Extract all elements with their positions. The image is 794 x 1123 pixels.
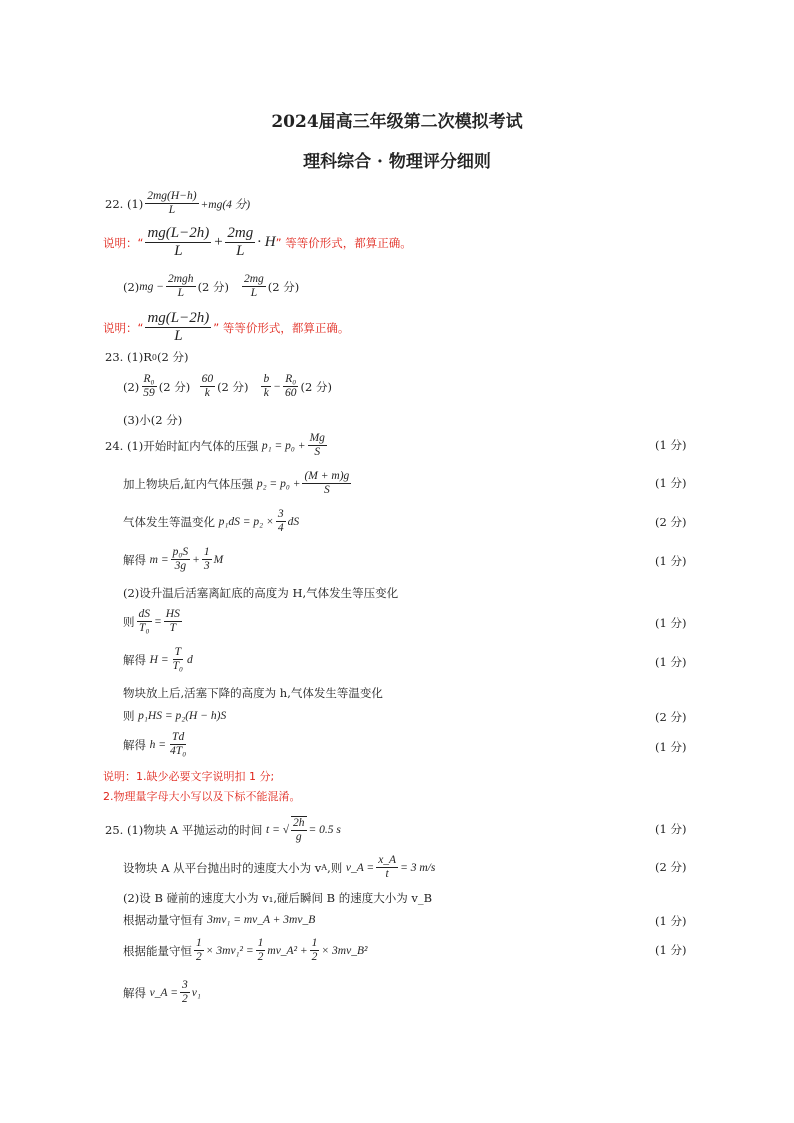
part-text: (3)小(2 分) [123,413,183,427]
score: (2 分) [655,710,687,724]
q25-line4 [123,912,315,928]
score: (1 分) [655,655,687,669]
line-text: (1)物块 A 平抛运动的时间 [126,823,263,838]
fraction: $\frac{mg(L-2h)}{L}$ [147,225,210,260]
page-title: 2024届高三年级第二次模拟考试 [271,112,523,132]
fraction: $\frac{Td}{\text{4T₀}}$ [170,731,187,758]
line-text: 根据动量守恒有 [123,913,204,927]
line-text: 解得 [123,552,146,567]
part-label: (2) [123,379,140,394]
page-subtitle: 理科综合 · 物理评分细则 [303,152,491,172]
fraction: $\frac{b}{k}$ [263,373,270,400]
q25-line1 [105,816,341,844]
q25-line3 [123,890,432,906]
fraction: $\frac{1}{2}$ [196,937,202,964]
formula-text: p₂ = p₀ + [256,477,301,490]
note-prefix: 说明：“ [103,235,144,250]
fraction: $\frac{(M + m)g}{S}$ [304,470,350,497]
q25-line2 [123,854,435,881]
line-text: (2)设升温后活塞离缸底的高度为 H,气体发生等压变化 [123,586,399,600]
fraction: $\frac{2mg}{L}$ [243,273,264,300]
score: (2 分) [157,350,189,364]
q24-line9 [123,708,226,724]
fraction: $\frac{x\_A}{t}$ [378,854,397,881]
fraction: $\frac{HS}{T}$ [165,608,180,635]
formula-text: · H [257,234,276,251]
score: (2 分) [197,279,230,294]
q23-part3 [123,412,182,428]
fraction: $\frac{2h}{g}$ [293,817,305,844]
fraction: $\frac{T}{\text{T₀}}$ [172,646,184,673]
question-number: 24. [105,438,124,453]
line-text: 设物块 A 从平台抛出时的速度大小为 v [123,860,322,875]
formula-text: p₁dS = p₂ × [218,515,274,528]
score: (2 分) [655,860,687,874]
fraction: $\frac{Mg}{S}$ [309,432,325,459]
score: (1 分) [655,476,687,490]
fraction: $\frac{3}{2}$ [181,979,188,1006]
score: (2 分) [217,379,249,394]
score: (1 分) [655,943,687,957]
formula-text: +mg(4 分) [200,198,251,211]
fraction: $\frac{mg(L-2h)}{L}$ [147,310,210,345]
score: (1 分) [655,822,687,836]
line-text: (1)开始时缸内气体的压强 [126,438,259,453]
score: (2 分) [655,515,687,529]
q24-line5 [123,585,398,601]
question-number: 25. [105,823,124,838]
subscript: 0 [151,352,157,362]
formula-text: M [213,553,224,566]
line-text: 解得 [123,652,146,667]
fraction: $\frac{3}{4}$ [277,508,284,535]
formula-text: dS [287,515,300,528]
score: (2 分) [158,379,191,394]
q24-line1 [105,432,329,459]
subscript: A [321,863,328,873]
note-suffix: ” 等等价形式，都算正确。 [275,235,412,250]
fraction: $\frac{\text{R₀}}{59}$ [143,373,155,400]
q25-line6 [123,979,201,1006]
fraction: $\frac{1}{2}$ [311,937,318,964]
line-text: (2)设 B 碰前的速度大小为 v₁,碰后瞬间 B 的速度大小为 v_B [123,891,433,905]
score: (1 分) [655,438,687,452]
q24-line8 [123,685,383,701]
q24-line7 [123,646,193,673]
line-text: 根据能量守恒 [123,943,192,958]
q23-part1 [105,349,188,365]
formula-text: d [187,653,193,666]
q22-part2 [123,273,299,300]
line-text: ,则 [327,860,343,875]
q22-part1 [105,190,250,217]
note-suffix: ” 等等价形式，都算正确。 [213,320,350,335]
fraction: $\frac{2mg(H-h)}{L}$ [147,190,197,217]
line-text: 解得 [123,985,146,1000]
part-label: (2) [123,279,140,294]
score: (1 分) [655,616,687,630]
fraction: $\frac{\text{p₀S}}{3g}$ [172,546,189,573]
line-text: 加上物块后,缸内气体压强 [123,476,254,491]
formula-text: = 3 m/s [400,861,436,874]
formula-text: t = √ [266,824,290,837]
q24-line6 [123,608,184,635]
formula-text: mv_A² + [267,944,308,957]
operator: + [192,553,200,566]
q24-line3 [123,508,299,535]
fraction: $\frac{\text{R₀}}{60}$ [285,373,297,400]
q24-line10 [123,731,190,758]
q22-note1 [103,225,412,261]
q24-line4 [123,546,223,573]
q24-note-2: 2.物理量字母大小写以及下标不能混淆。 [103,790,301,803]
fraction: $\frac{1}{3}$ [203,546,210,573]
question-number: 23. [105,350,124,364]
part-label: (1) [126,196,144,211]
formula-text: × 3mv_B² [321,944,368,957]
formula-text: h = [149,738,167,751]
question-number: 22. [105,196,124,211]
line-text: 物块放上后,活塞下降的高度为 h,气体发生等温变化 [123,686,383,700]
score: (1 分) [655,914,687,928]
formula-text: H = [149,653,169,666]
operator: + [213,234,224,251]
score: (1 分) [655,554,687,568]
operator: = [154,615,162,628]
formula-text: v₁ [191,986,201,999]
line-text: 解得 [123,737,146,752]
q22-note2 [103,310,349,346]
q25-line5 [123,937,367,964]
formula-text: mg − [139,280,164,293]
fraction: $\frac{dS}{\text{T₀}}$ [138,608,150,635]
note-prefix: 说明：“ [103,320,144,335]
fraction: $\frac{60}{k}$ [201,373,214,400]
formula-text: p₁HS = p₂(H − h)S [138,710,227,722]
score: (2 分) [267,279,300,294]
fraction: $\frac{1}{2}$ [257,937,264,964]
q24-note-1: 说明：1.缺少必要文字说明扣 1 分; [103,770,275,783]
operator: − [273,380,281,393]
formula-text: p₁ = p₀ + [261,439,306,452]
formula-text: v_A = [345,861,375,874]
score: (1 分) [655,740,687,754]
line-text: 气体发生等温变化 [123,514,215,529]
q23-part2 [123,373,332,400]
formula-text: v_A = [149,986,178,999]
formula-text: m = [149,553,169,566]
fraction: $\frac{2mg}{L}$ [227,225,254,260]
q24-line2 [123,470,353,497]
line-text: 则 [123,709,135,723]
formula-text: 3mv₁ = mv_A + 3mv_B [207,914,316,926]
formula-text: × 3mv₁² = [205,944,254,957]
line-text: 则 [123,614,135,629]
score: (2 分) [300,379,332,394]
fraction: $\frac{\text{2mgh}}{L}$ [168,273,194,300]
part-text: (1)R [126,350,152,364]
formula-text: = 0.5 s [308,824,341,837]
